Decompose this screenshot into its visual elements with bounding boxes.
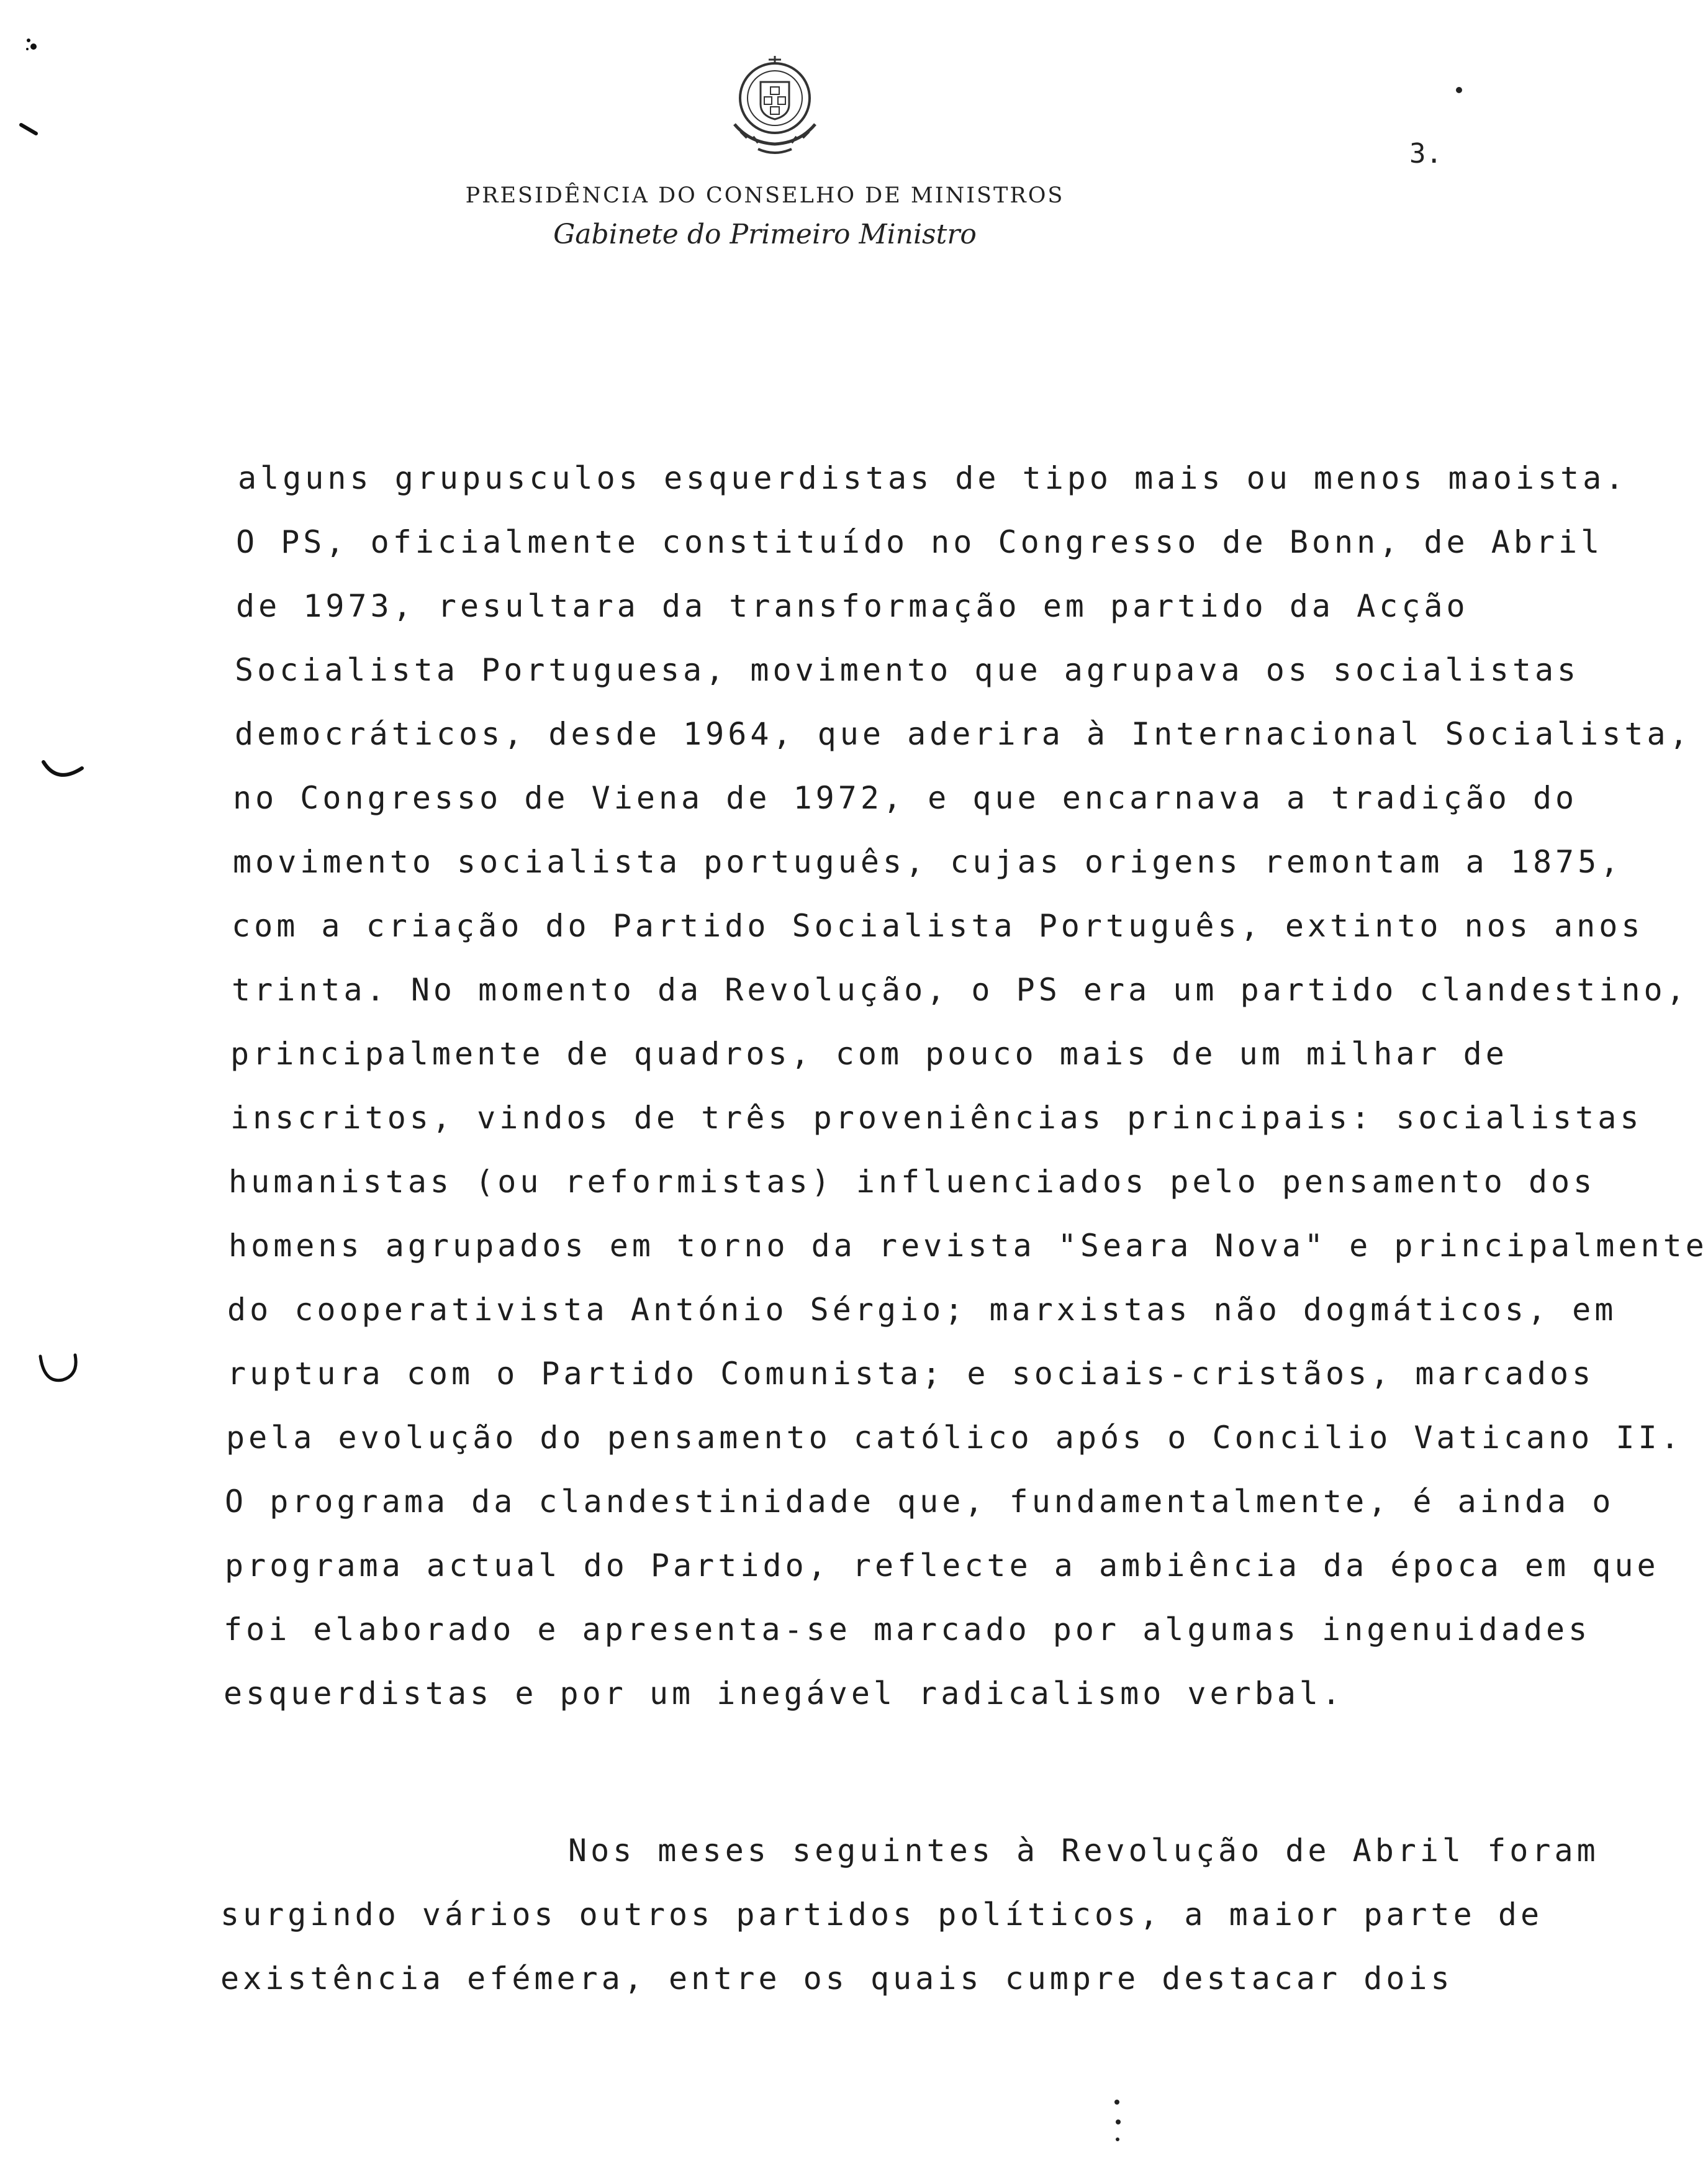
punch-hole-mark <box>38 755 88 792</box>
coat-of-arms-seal <box>722 50 828 161</box>
text-line: esquerdistas e por um inegável radicalismo verbal. <box>224 1675 1345 1711</box>
text-line: homens agrupados em torno da revista "Seara Nova" e principalmente <box>228 1228 1708 1264</box>
text-line: surgindo vários outros partidos políticos, a maior parte de <box>220 1897 1543 1933</box>
text-line: ruptura com o Partido Comunista; e sociais-cristãos, marcados <box>227 1356 1595 1392</box>
text-line: programa actual do Partido, reflecte a ambiência da época em que <box>225 1548 1660 1584</box>
punch-hole-mark <box>34 1348 84 1391</box>
text-line: de 1973, resultara da transformação em partido da Acção <box>236 588 1469 624</box>
text-line: movimento socialista português, cujas origens remontam a 1875, <box>233 844 1623 880</box>
text-line: pela evolução do pensamento católico após o Concilio Vaticano II. <box>226 1420 1683 1456</box>
scan-speck <box>1108 2096 1127 2146</box>
header-title: PRESIDÊNCIA DO CONSELHO DE MINISTROS <box>465 183 1065 208</box>
text-line: Socialista Portuguesa, movimento que agrupava os socialistas <box>235 652 1580 688</box>
scan-speck <box>24 34 48 59</box>
text-line: humanistas (ou reformistas) influenciados pelo pensamento dos <box>228 1164 1596 1200</box>
text-line: Nos meses seguintes à Revolução de Abril foram <box>568 1833 1599 1869</box>
text-line: no Congresso de Viena de 1972, e que encarnava a tradição do <box>233 780 1578 816</box>
scan-speck <box>1453 84 1465 96</box>
text-line: alguns grupusculos esquerdistas de tipo mais ou menos maoista. <box>238 460 1628 496</box>
text-line: do cooperativista António Sérgio; marxistas não dogmáticos, em <box>227 1292 1617 1328</box>
text-line: O programa da clandestinidade que, fundamentalmente, é ainda o <box>225 1484 1615 1520</box>
text-line: foi elaborado e apresenta-se marcado por algumas ingenuidades <box>224 1612 1591 1648</box>
scan-speck <box>19 121 43 140</box>
text-line: inscritos, vindos de três proveniências principais: socialistas <box>230 1100 1643 1136</box>
text-line: O PS, oficialmente constituído no Congresso de Bonn, de Abril <box>236 524 1604 560</box>
text-line: com a criação do Partido Socialista Português, extinto nos anos <box>232 908 1644 944</box>
page-number: 3. <box>1409 138 1442 170</box>
text-line: trinta. No momento da Revolução, o PS era um partido clandestino, <box>232 972 1689 1008</box>
text-line: principalmente de quadros, com pouco mais de um milhar de <box>230 1036 1508 1072</box>
header-subtitle: Gabinete do Primeiro Ministro <box>553 219 977 250</box>
text-line: democráticos, desde 1964, que aderira à Internacional Socialista, <box>235 716 1692 752</box>
text-line: existência efémera, entre os quais cumpre destacar dois <box>220 1961 1453 1997</box>
